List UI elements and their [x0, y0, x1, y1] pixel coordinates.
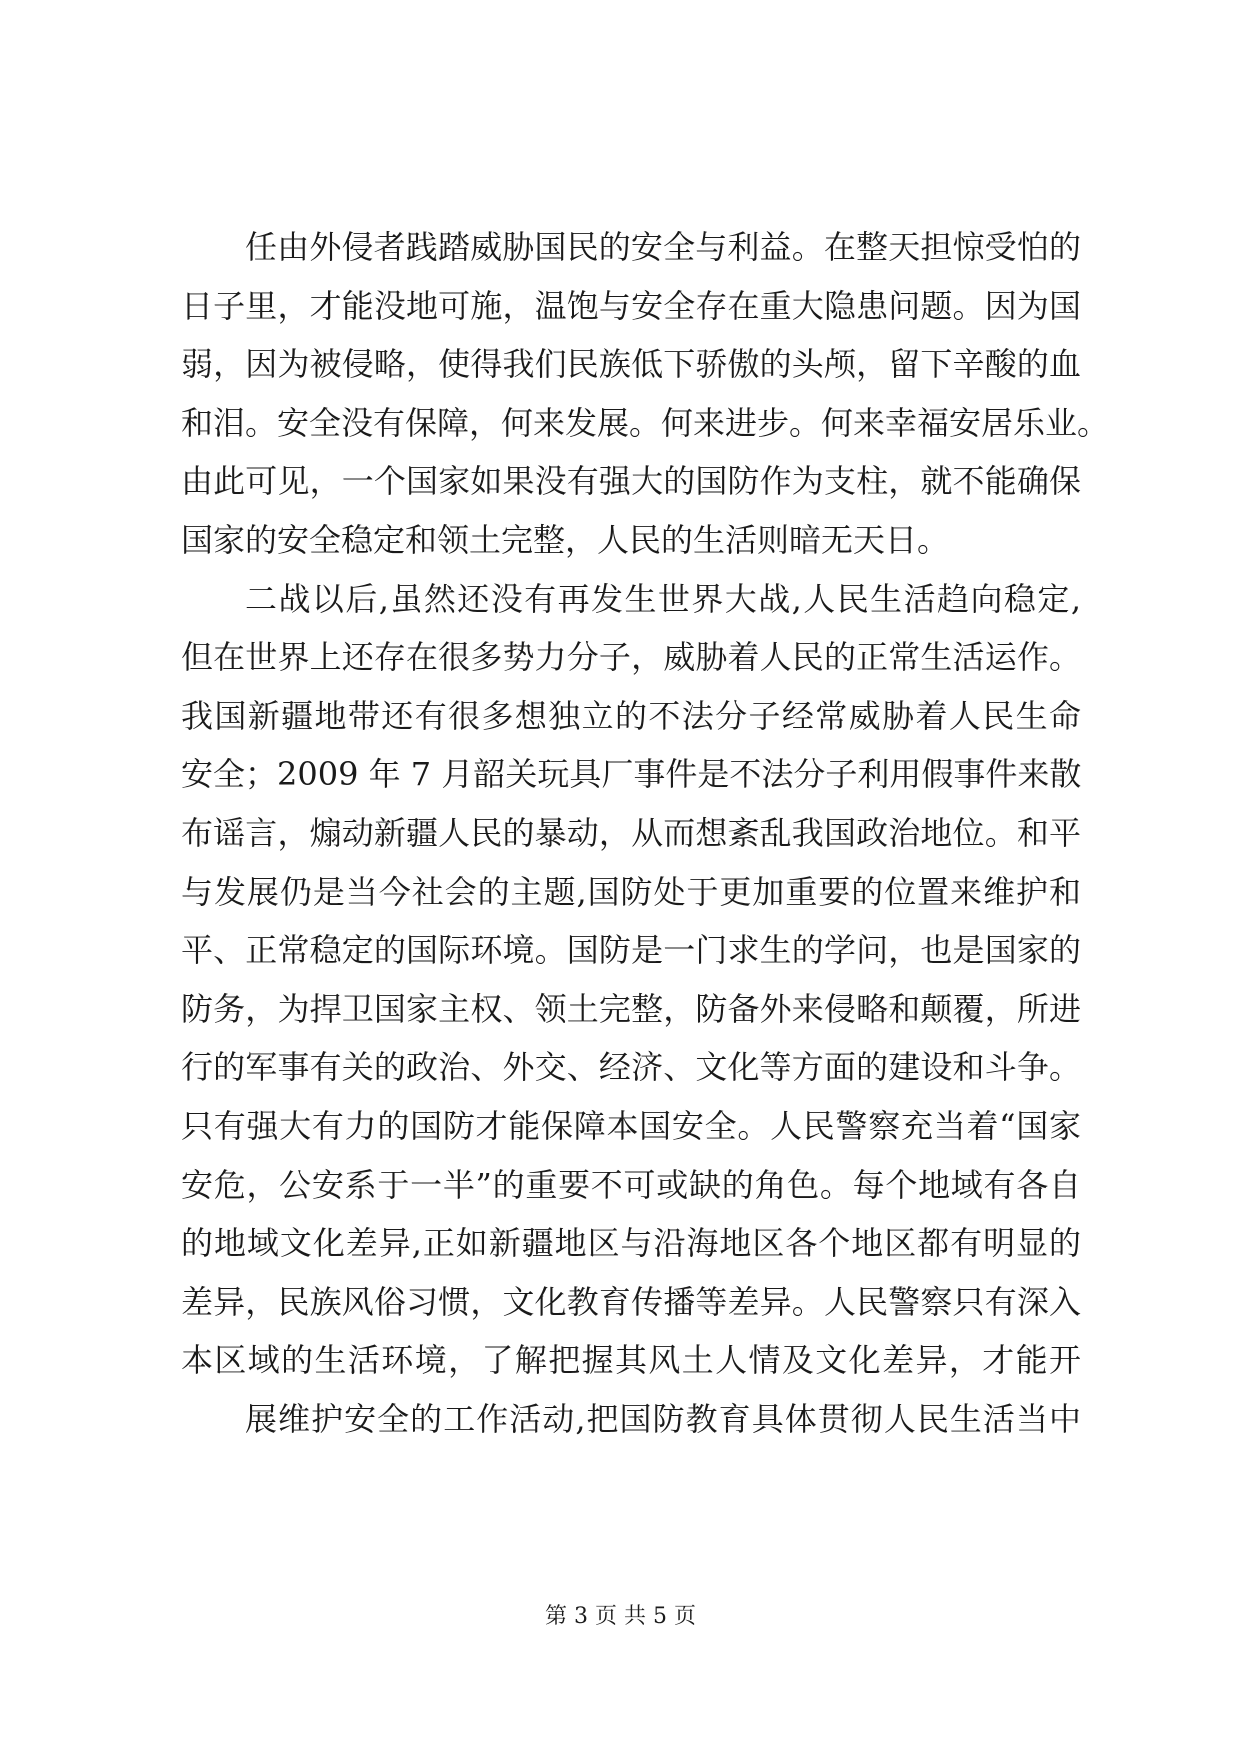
- text-line: 平、正常稳定的国际环境。国防是一门求生的学问，也是国家的: [181, 931, 1081, 970]
- text-line: 行的军事有关的政治、外交、经济、文化等方面的建设和斗争。: [181, 1048, 1081, 1087]
- text-line: 和泪。安全没有保障，何来发展。何来进步。何来幸福安居乐业。: [181, 403, 1110, 442]
- text-line: 国家的安全稳定和领土完整，人民的生活则暗无天日。: [181, 520, 950, 559]
- text-line: 只有强大有力的国防才能保障本国安全。人民警察充当着“国家: [181, 1106, 1081, 1145]
- text-line: 的地域文化差异,正如新疆地区与沿海地区各个地区都有明显的: [181, 1224, 1081, 1263]
- text-line: 我国新疆地带还有很多想独立的不法分子经常威胁着人民生命: [181, 696, 1081, 735]
- text-line: 与发展仍是当今社会的主题,国防处于更加重要的位置来维护和: [181, 872, 1081, 911]
- text-line: 安全；2009 年 7 月韶关玩具厂事件是不法分子利用假事件来散: [181, 755, 1082, 794]
- text-line: 二战以后,虽然还没有再发生世界大战,人民生活趋向稳定,: [245, 579, 1081, 618]
- text-line: 由此可见，一个国家如果没有强大的国防作为支柱，就不能确保: [181, 462, 1081, 501]
- text-line: 展维护安全的工作活动,把国防教育具体贯彻人民生活当中: [245, 1399, 1081, 1438]
- text-line: 差异，民族风俗习惯，文化教育传播等差异。人民警察只有深入: [181, 1282, 1081, 1321]
- text-line: 本区域的生活环境，了解把握其风土人情及文化差异，才能开: [181, 1341, 1081, 1380]
- page-number: 第 3 页 共 5 页: [545, 1604, 696, 1629]
- body-text: [181, 218, 1110, 1448]
- text-line: 弱，因为被侵略，使得我们民族低下骄傲的头颅，留下辛酸的血: [181, 345, 1081, 384]
- text-line: 日子里，才能没地可施，温饱与安全存在重大隐患问题。因为国: [181, 286, 1081, 325]
- text-line: 但在世界上还存在很多势力分子，威胁着人民的正常生活运作。: [181, 638, 1081, 677]
- text-line: 防务，为捍卫国家主权、领土完整，防备外来侵略和颠覆，所进: [181, 989, 1081, 1028]
- text-line: 布谣言，煽动新疆人民的暴动，从而想紊乱我国政治地位。和平: [181, 813, 1081, 852]
- text-line: 任由外侵者践踏威胁国民的安全与利益。在整天担惊受怕的: [245, 228, 1081, 266]
- text-line: 安危，公安系于一半”的重要不可或缺的角色。每个地域有各自: [181, 1165, 1081, 1204]
